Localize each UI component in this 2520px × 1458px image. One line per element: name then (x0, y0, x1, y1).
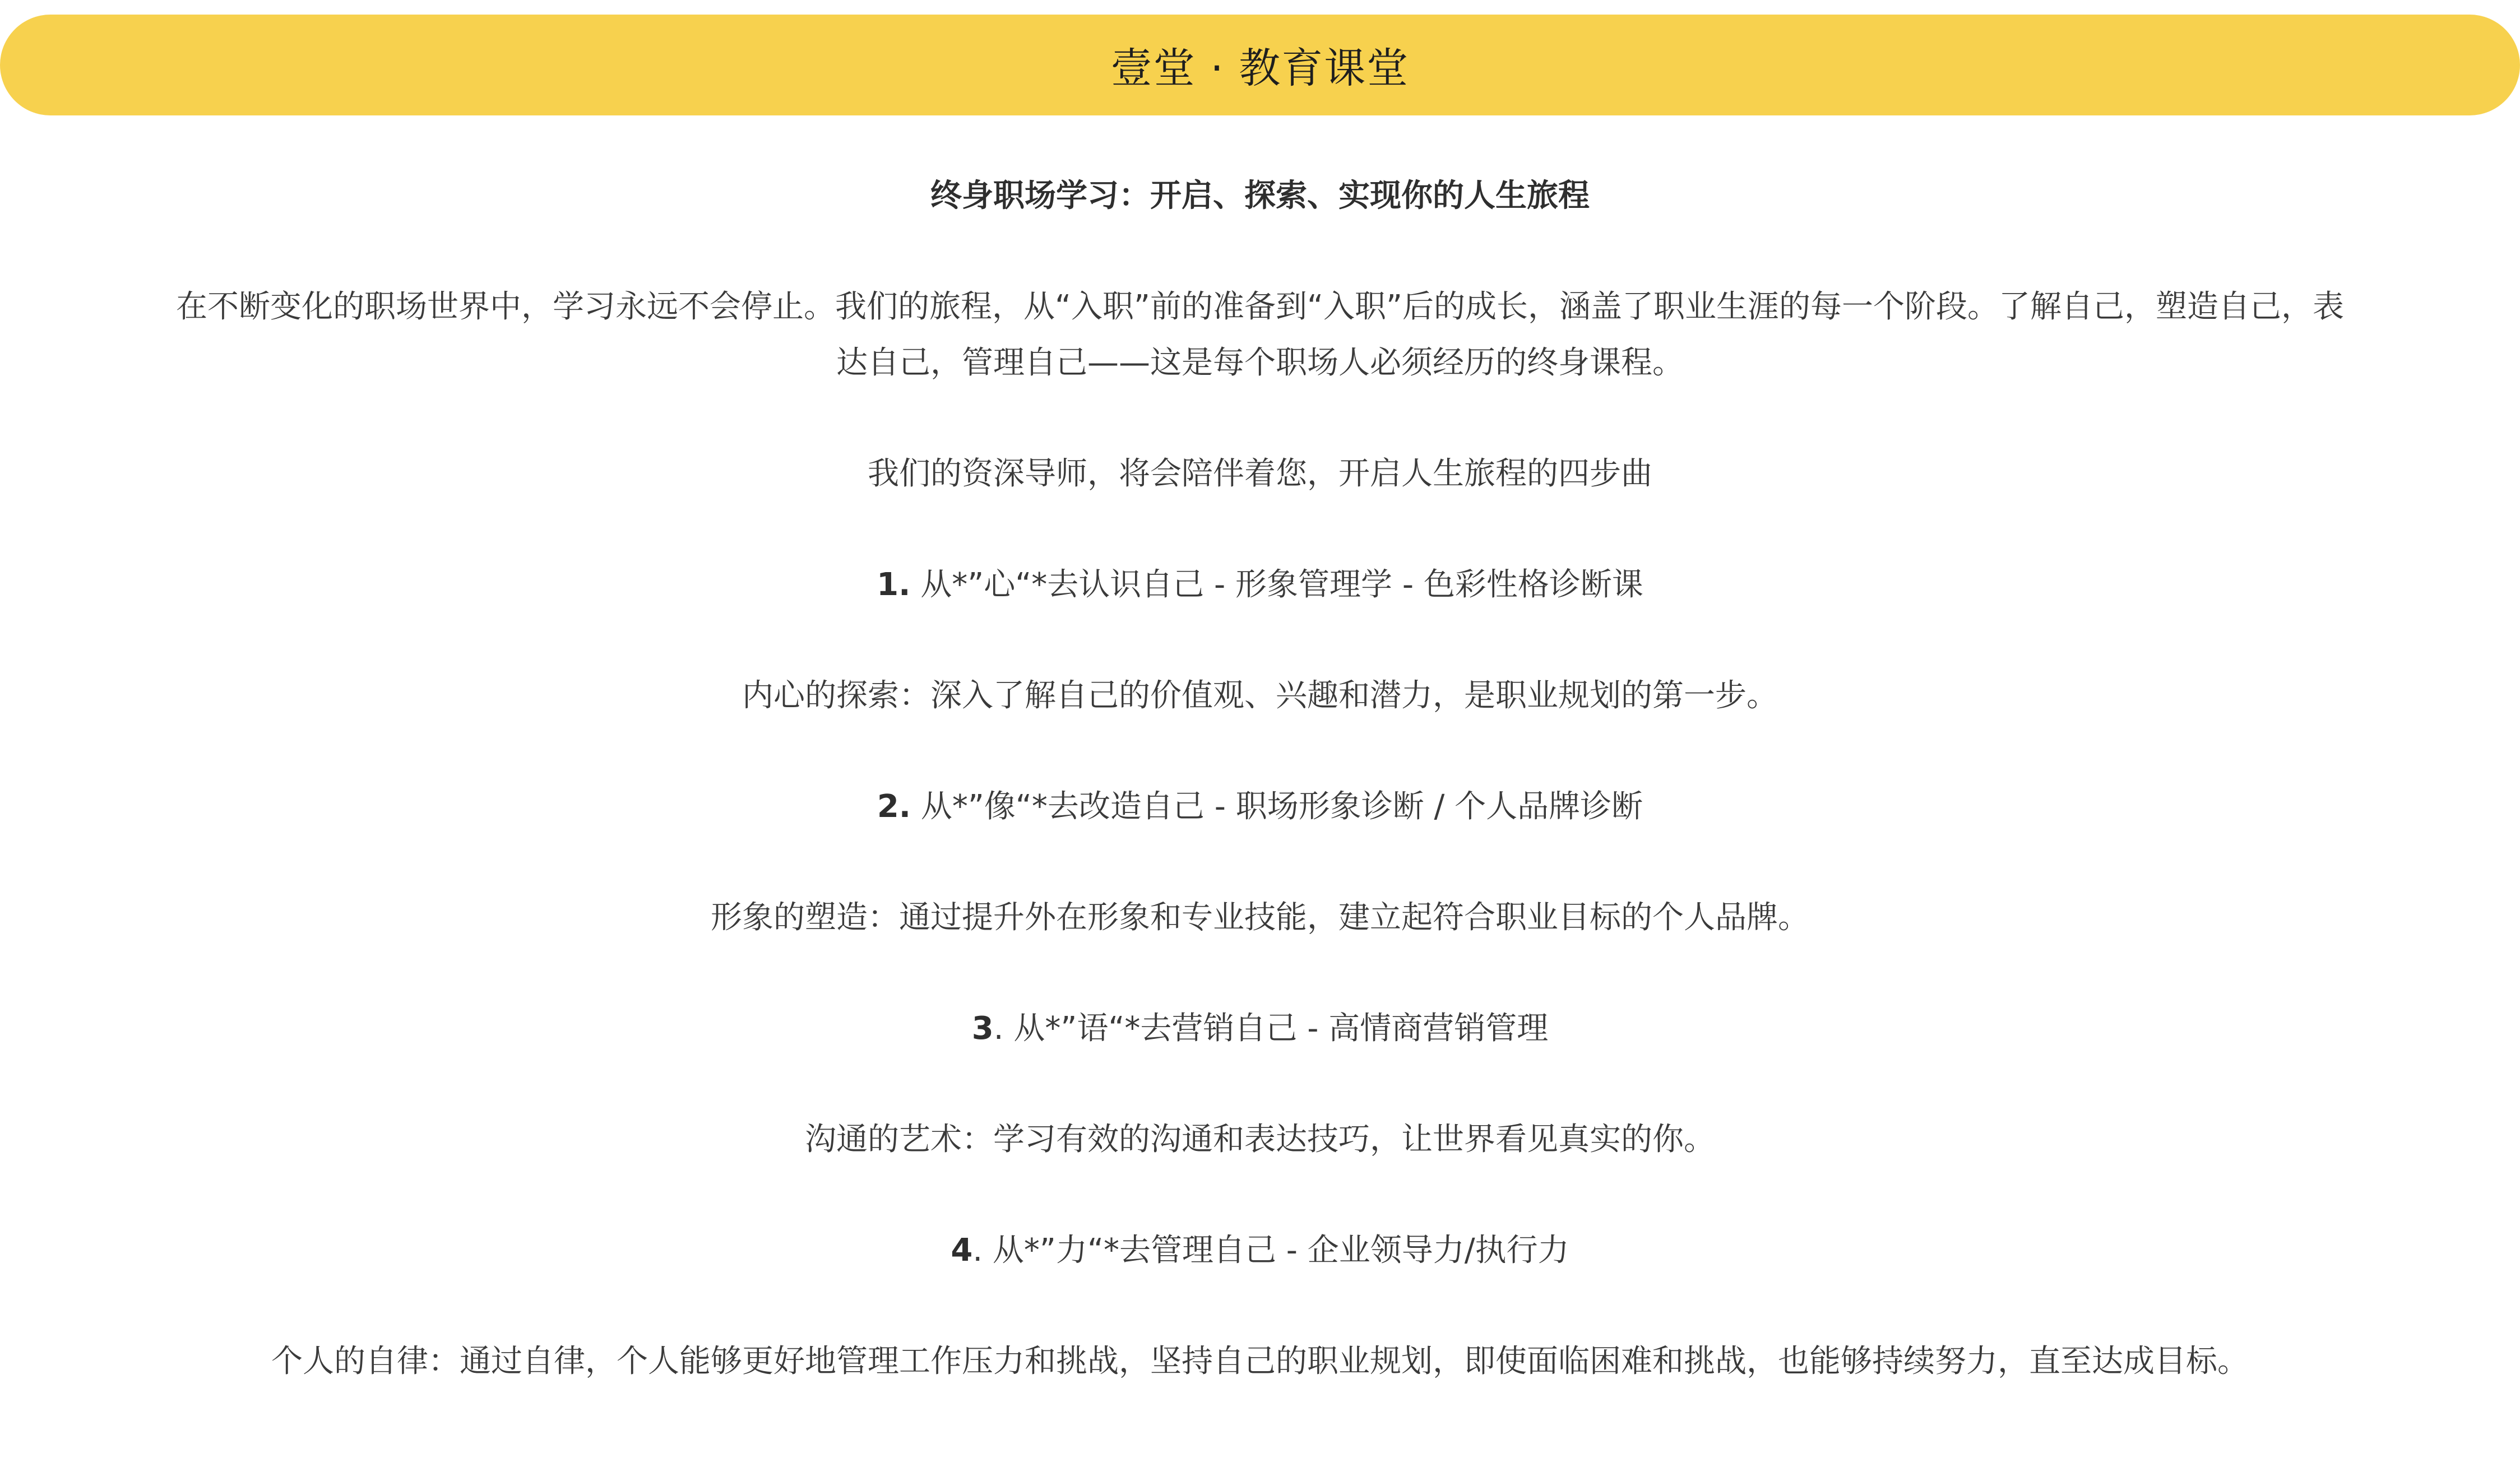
step-number: 4 (951, 1232, 973, 1269)
step-description: 沟通的艺术：学习有效的沟通和表达技巧，让世界看见真实的你。 (805, 1121, 1715, 1158)
step-title (112, 1001, 2408, 1057)
intro-line: 达自己，管理自己——这是每个职场人必须经历的终身课程。 (836, 345, 1684, 381)
step-title-text: . 从*”力“*去管理自己 - 企业领导力/执行力 (972, 1232, 1569, 1269)
step-title-text: . 从*”语“*去营销自己 - 高情商营销管理 (993, 1010, 1549, 1047)
step-title-text: 从*”像“*去改造自己 - 职场形象诊断 / 个人品牌诊断 (911, 788, 1643, 825)
step-title (112, 1223, 2408, 1279)
intro-line: 在不断变化的职场世界中，学习永远不会停止。我们的旅程，从“入职”前的准备到“入职”后的成长，涵盖了职业生涯的每一个阶段。了解自己，塑造自己，表 (175, 289, 2345, 325)
header-banner (0, 15, 2520, 115)
article-headline: 终身职场学习：开启、探索、实现你的人生旅程 (930, 178, 1590, 214)
step-number: 2. (877, 788, 911, 825)
step-title (112, 779, 2408, 835)
step-number: 1. (877, 567, 911, 603)
step-number: 3 (971, 1010, 994, 1047)
step-title-text: 从*”心“*去认识自己 - 形象管理学 - 色彩性格诊断课 (910, 567, 1643, 603)
banner-title: 壹堂 · 教育课堂 (1110, 44, 1410, 92)
intro-paragraph (112, 279, 2408, 391)
step-title (112, 557, 2408, 613)
step-description: 个人的自律：通过自律，个人能够更好地管理工作压力和挑战，坚持自己的职业规划，即使面临困难和挑战，也能够持续努力，直至达成目标。 (271, 1343, 2249, 1380)
article-body (112, 168, 2408, 1390)
step-description: 内心的探索：深入了解自己的价值观、兴趣和潜力，是职业规划的第一步。 (742, 677, 1778, 714)
step-description: 形象的塑造：通过提升外在形象和专业技能，建立起符合职业目标的个人品牌。 (711, 899, 1809, 936)
mentor-line: 我们的资深导师，将会陪伴着您，开启人生旅程的四步曲 (868, 456, 1652, 492)
